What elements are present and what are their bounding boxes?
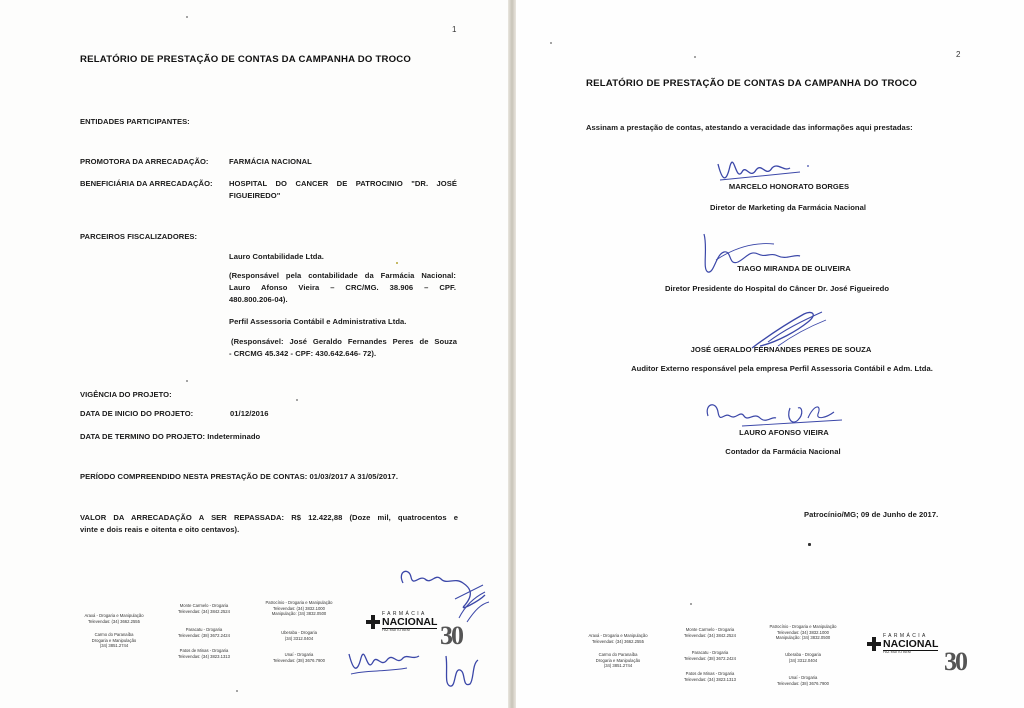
footer-store-monte-carmelo: Monte Carmelo - Drogaria Televendas: (34) 3842.2524 [178, 603, 230, 614]
page-number: 2 [956, 50, 961, 59]
partner2-detail-line1: (Responsável: José Geraldo Fernandes Peres de Souza [231, 337, 457, 346]
partner2-detail-line2: - CRCMG 45.342 - CPF: 430.642.646- 72). [229, 349, 377, 358]
document-page-1 [0, 0, 510, 708]
footer-store-patos: Patos de Minas - Drogaria Televendas: (34) 3823.1313 [178, 648, 230, 659]
promoter-label: PROMOTORA DA ARRECADAÇÃO: [80, 157, 209, 166]
scan-speck [690, 603, 692, 605]
amount-line2: vinte e dois reais e oitenta e oito centavos). [80, 525, 240, 534]
signers-intro: Assinam a prestação de contas, atestando a veracidade das informações aqui prestadas: [586, 123, 913, 132]
end-date-label: DATA DE TERMINO DO PROJETO: Indeterminado [80, 432, 261, 441]
anniversary-30-logo: 30 [944, 647, 966, 676]
footer-store-patrocinio: Patrocínio - Drogaria e Manipulação Televendas: (34) 3832.1000 Manipulação: (34) 3832.0500 [769, 624, 837, 641]
scan-speck [550, 42, 552, 44]
footer-store-paracatu: Paracatu - Drogaria Televendas: (38) 3672.2424 [684, 650, 736, 661]
page-number: 1 [452, 25, 457, 34]
scan-speck [296, 399, 298, 401]
signer4-name: LAURO AFONSO VIEIRA [739, 428, 829, 437]
signer3-role: Auditor Externo responsável pela empresa Perfil Assessoria Contábil e Adm. Ltda. [631, 364, 933, 373]
beneficiary-value-line1: HOSPITAL DO CANCER DE PATROCINIO "DR. JOSÉ [229, 179, 457, 188]
footer-store-araxa: Araxá - Drogaria e Manipulação Televendas: (34) 3662.2555 [84, 613, 144, 624]
signer1-name: MARCELO HONORATO BORGES [728, 182, 850, 191]
start-date-label: DATA DE INICIO DO PROJETO: [80, 409, 194, 418]
footer-store-patrocinio: Patrocínio - Drogaria e Manipulação Televendas: (34) 3832.1000 Manipulação: (34) 3832.0500 [265, 600, 333, 617]
page-title: RELATÓRIO DE PRESTAÇÃO DE CONTAS DA CAMPANHA DO TROCO [80, 54, 412, 65]
beneficiary-label: BENEFICIÁRIA DA ARRECADAÇÃO: [80, 179, 213, 188]
partners-heading: PARCEIROS FISCALIZADORES: [80, 232, 198, 241]
footer-store-araxa: Araxá - Drogaria e Manipulação Televendas: (34) 3662.2555 [588, 633, 648, 644]
signer4-role: Contador da Farmácia Nacional [725, 447, 841, 456]
partner1-detail-line3: 480.800.206-04). [229, 295, 288, 304]
scan-speck [694, 56, 696, 58]
partner2-name: Perfil Assessoria Contábil e Administrativa Ltda. [229, 317, 407, 326]
cross-icon [366, 615, 380, 629]
scan-speck [236, 690, 238, 692]
period-text: PERÍODO COMPREENDIDO NESTA PRESTAÇÃO DE CONTAS: 01/03/2017 A 31/05/2017. [80, 472, 398, 481]
start-date-value: 01/12/2016 [230, 409, 269, 418]
footer-store-unai: Unaí - Drogaria Televendas: (38) 3676.7900 [273, 652, 325, 663]
signer2-name: TIAGO MIRANDA DE OLIVEIRA [737, 264, 851, 273]
footer-store-monte-carmelo: Monte Carmelo - Drogaria Televendas: (34) 3842.2524 [684, 627, 736, 638]
partner1-name: Lauro Contabilidade Ltda. [229, 252, 324, 261]
promoter-value: FARMÁCIA NACIONAL [229, 157, 312, 166]
cross-icon [867, 637, 881, 651]
validity-heading: VIGÊNCIA DO PROJETO: [80, 390, 172, 399]
partner1-detail-line2: Lauro Afonso Vieira – CRC/MG. 38.906 – CPF. [229, 283, 456, 292]
footer-store-paracatu: Paracatu - Drogaria Televendas: (38) 3672.2424 [178, 627, 230, 638]
document-page-2 [516, 0, 1024, 708]
scan-speck [186, 380, 188, 382]
footer-store-carmo: Carmo do Paranaíba Drogaria e Manipulação (34) 3851.2744 [91, 632, 137, 649]
footer-store-uberaba: Uberaba - Drogaria (34) 3312.0404 [281, 630, 317, 641]
signer1-role: Diretor de Marketing da Farmácia Nacional [709, 203, 867, 212]
farmacia-nacional-logo: FARMÁCIA NACIONAL FAZ MUITO BEM [867, 634, 938, 654]
scan-speck [186, 16, 188, 18]
page-title: RELATÓRIO DE PRESTAÇÃO DE CONTAS DA CAMPANHA DO TROCO [586, 78, 918, 89]
place-date: Patrocínio/MG; 09 de Junho de 2017. [804, 510, 939, 519]
amount-line1: VALOR DA ARRECADAÇÃO A SER REPASSADA: R$ 12.422,88 (Doze mil, quatrocentos e [80, 513, 458, 522]
signature-jose-initial [455, 588, 495, 628]
scan-speck [808, 543, 811, 546]
footer-store-uberaba: Uberaba - Drogaria (34) 3312.0404 [785, 652, 821, 663]
entities-heading: ENTIDADES PARTICIPANTES: [80, 117, 190, 126]
farmacia-nacional-logo: FARMÁCIA NACIONAL FAZ MUITO BEM [366, 612, 437, 632]
footer-store-patos: Patos de Minas - Drogaria Televendas: (34) 3823.1313 [684, 671, 736, 682]
partner1-detail-line1: (Responsável pela contabilidade da Farmácia Nacional: [229, 271, 456, 280]
signer2-role: Diretor Presidente do Hospital do Câncer Dr. José Figueiredo [664, 284, 890, 293]
scan-speck [396, 262, 398, 264]
footer-store-carmo: Carmo do Paranaíba Drogaria e Manipulação (34) 3851.2744 [595, 652, 641, 669]
anniversary-30-logo: 30 [440, 621, 462, 650]
signature-marcelo-initial [345, 640, 425, 685]
beneficiary-value-line2: FIGUEIREDO" [229, 191, 281, 200]
signer3-name: JOSÉ GERALDO FERNANDES PERES DE SOUZA [690, 345, 872, 354]
signature-tiago-initial [438, 650, 488, 695]
footer-store-unai: Unaí - Drogaria Televendas: (38) 3676.7900 [777, 675, 829, 686]
